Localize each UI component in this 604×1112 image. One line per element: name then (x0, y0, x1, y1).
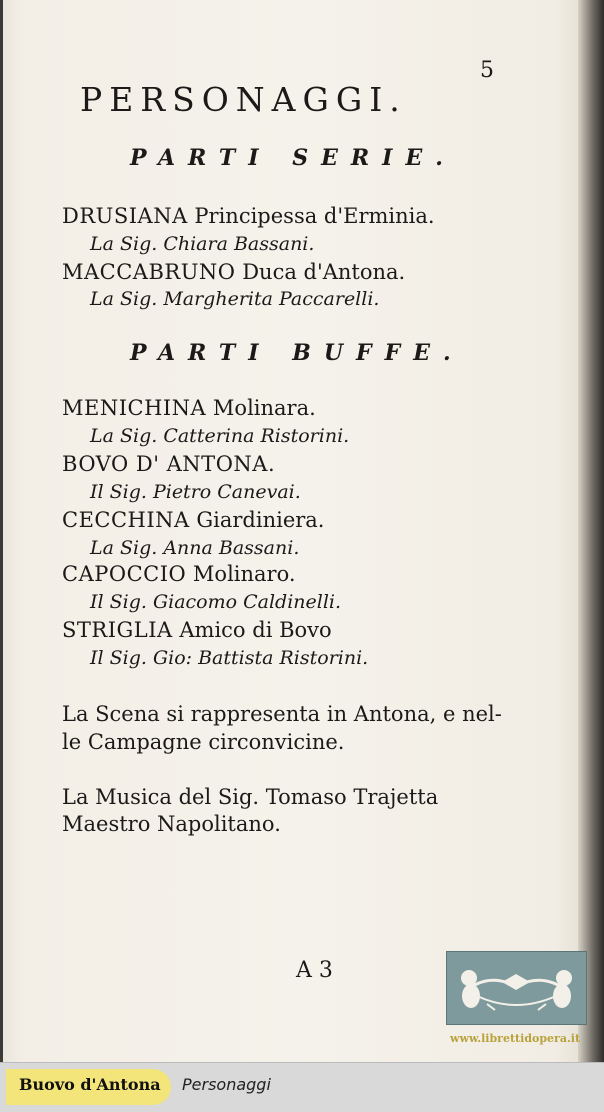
page-left-edge (0, 0, 3, 1062)
role-name: CECCHINA (62, 508, 190, 532)
role-drusiana (62, 204, 435, 228)
role-maccabruno (62, 260, 405, 284)
scene-note-line-1: La Scena si rappresenta in Antona, e nel- (62, 702, 502, 726)
website-link[interactable]: www.librettidopera.it (450, 1032, 581, 1045)
footer-bar (0, 1062, 604, 1112)
singer-line: La Sig. Chiara Bassani. (90, 233, 315, 255)
music-credit-line-1: La Musica del Sig. Tomaso Trajetta (62, 785, 439, 809)
singer-line: Il Sig. Giacomo Caldinelli. (90, 591, 342, 613)
role-description: Molinaro. (192, 562, 296, 586)
heading-parti-serie: PARTI SERIE. (130, 145, 456, 171)
page-title: PERSONAGGI. (80, 80, 407, 119)
page-number: 5 (480, 58, 494, 83)
role-name: MACCABRUNO (62, 260, 236, 284)
role-cecchina (62, 508, 325, 532)
singer-line: Il Sig. Gio: Battista Ristorini. (90, 647, 369, 669)
role-name: STRIGLIA (62, 618, 173, 642)
role-description: Molinara. (212, 396, 316, 420)
role-name: DRUSIANA (62, 204, 188, 228)
singer-line: La Sig. Catterina Ristorini. (90, 425, 350, 447)
role-name: BOVO D' ANTONA. (62, 452, 276, 476)
role-name: MENICHINA (62, 396, 207, 420)
signature-mark: A 3 (296, 958, 333, 983)
scene-note-line-2: le Campagne circonvicine. (62, 730, 345, 754)
music-credit-line-2: Maestro Napolitano. (62, 812, 281, 836)
role-bovo (62, 452, 275, 476)
role-capoccio (62, 562, 296, 586)
singer-line: Il Sig. Pietro Canevai. (90, 481, 301, 503)
cherubs-garland-emblem-icon (446, 951, 587, 1025)
role-description: Giardiniera. (196, 508, 325, 532)
role-menichina (62, 396, 316, 420)
heading-parti-buffe: PARTI BUFFE. (130, 340, 464, 366)
book-spine-shadow (578, 0, 604, 1062)
role-name: CAPOCCIO (62, 562, 187, 586)
role-description: Amico di Bovo (179, 618, 332, 642)
role-description: Duca d'Antona. (242, 260, 406, 284)
singer-line: La Sig. Anna Bassani. (90, 537, 300, 559)
singer-line: La Sig. Margherita Paccarelli. (90, 288, 380, 310)
role-description: Principessa d'Erminia. (194, 204, 435, 228)
role-striglia (62, 618, 332, 642)
section-label: Personaggi (182, 1075, 271, 1094)
opera-title: Buovo d'Antona (19, 1075, 161, 1094)
